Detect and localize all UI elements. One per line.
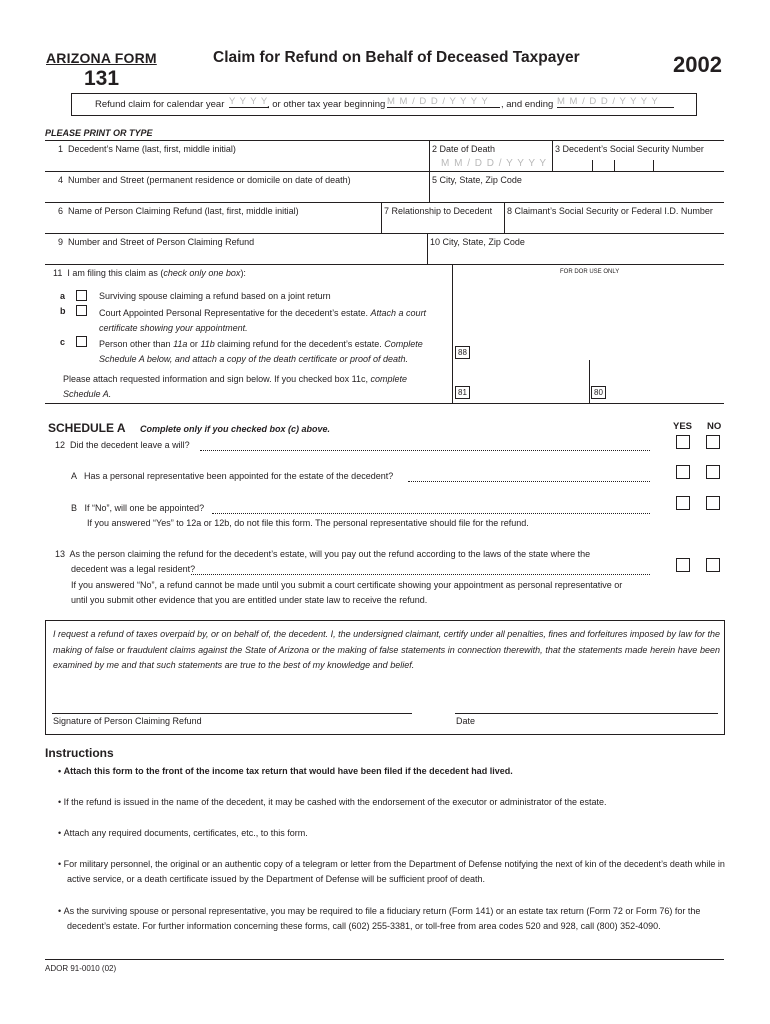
q13-yes-checkbox[interactable] bbox=[676, 558, 690, 572]
option-b-letter: b bbox=[60, 306, 66, 316]
instructions-title: Instructions bbox=[45, 746, 114, 760]
yes-header: YES bbox=[673, 421, 693, 432]
end-date-input[interactable]: M M / D D / Y Y Y Y bbox=[557, 96, 674, 108]
q13-line2: decedent was a legal resident? bbox=[71, 564, 196, 574]
date-label: Date bbox=[456, 716, 476, 726]
instruction-item: • For military personnel, the original or an authentic copy of a telegram or letter from the Department of Defense notifying the next of kin of the decedent’s death while in active service, or a death certificate issued by the Department of Defense will be sufficient proof of death. bbox=[58, 859, 725, 884]
field-8-label: 8 Claimant’s Social Security or Federal I.D. Number bbox=[507, 206, 713, 216]
option-a-checkbox[interactable] bbox=[76, 290, 87, 301]
field-2-label: 2 Date of Death bbox=[432, 144, 496, 154]
qb-label: B If “No”, will one be appointed? bbox=[71, 503, 205, 513]
qb-no-checkbox[interactable] bbox=[706, 496, 720, 510]
field-1-label: 1 Decedent’s Name (last, first, middle initial) bbox=[58, 144, 236, 154]
other-year-label: , or other tax year beginning bbox=[267, 99, 386, 110]
form-title: Claim for Refund on Behalf of Deceased Taxpayer bbox=[213, 49, 580, 66]
schedule-a-title: SCHEDULE A bbox=[48, 421, 126, 435]
option-a-letter: a bbox=[60, 291, 66, 301]
date-of-death-input[interactable]: M M / D D / Y Y Y Y bbox=[441, 158, 548, 169]
option-c-text: Person other than 11a or 11b claiming refund for the decedent’s estate. Complete Schedule A below, and attach a copy of the death certificate or proof of death. bbox=[99, 339, 423, 364]
q12-yes-checkbox[interactable] bbox=[676, 435, 690, 449]
attach-note: Please attach requested information and sign below. If you checked box 11c, complete Schedule A. bbox=[63, 374, 408, 399]
field-5-label: 5 City, State, Zip Code bbox=[432, 175, 522, 185]
begin-date-input[interactable]: M M / D D / Y Y Y Y bbox=[387, 96, 500, 108]
qa-no-checkbox[interactable] bbox=[706, 465, 720, 479]
form-label: ARIZONA FORM bbox=[46, 50, 157, 66]
q12-no-checkbox[interactable] bbox=[706, 435, 720, 449]
dor-code-88: 88 bbox=[455, 346, 470, 359]
option-b-checkbox[interactable] bbox=[76, 305, 87, 316]
field-9-label: 9 Number and Street of Person Claiming Refund bbox=[58, 237, 255, 247]
print-label: PLEASE PRINT OR TYPE bbox=[45, 128, 153, 138]
form-number: 131 bbox=[84, 67, 120, 90]
footer-code: ADOR 91-0010 (02) bbox=[45, 964, 117, 973]
calendar-year-input[interactable]: Y Y Y Y bbox=[229, 96, 269, 107]
ending-label: , and ending bbox=[501, 99, 554, 110]
field-7-label: 7 Relationship to Decedent bbox=[384, 206, 493, 216]
tax-year: 2002 bbox=[673, 52, 722, 77]
q13-line3: If you answered “No”, a refund cannot be made until you submit a court certificate showing your appointment as personal representative or bbox=[71, 580, 623, 590]
instruction-item: • Attach this form to the front of the income tax return that would have been filed if the decedent had lived. bbox=[58, 766, 513, 776]
certification-text: I request a refund of taxes overpaid by, or on behalf of, the decedent. I, the undersigned claimant, certify under all penalties, fines and forfeitures imposed by law for the making of false or fraudulent claims against the State of Arizona or the making of false statements in connection therewith, that the statements made herein have been examined by me and that such statements are true to the best of my knowledge and belief. bbox=[53, 629, 720, 670]
no-header: NO bbox=[707, 421, 722, 432]
option-c-letter: c bbox=[60, 337, 66, 347]
schedule-a-subtitle: Complete only if you checked box (c) above. bbox=[140, 424, 331, 434]
field-11-label: 11 I am filing this claim as (check only one box): bbox=[53, 268, 246, 278]
qa-yes-checkbox[interactable] bbox=[676, 465, 690, 479]
field-10-label: 10 City, State, Zip Code bbox=[430, 237, 525, 247]
instruction-item: • If the refund is issued in the name of the decedent, it may be cashed with the endorsement of the executor or administrator of the estate. bbox=[58, 797, 607, 807]
option-c-checkbox[interactable] bbox=[76, 336, 87, 347]
field-4-label: 4 Number and Street (permanent residence or domicile on date of death) bbox=[58, 175, 351, 185]
option-a-text: Surviving spouse claiming a refund based on a joint return bbox=[99, 291, 331, 301]
q12-label: 12 Did the decedent leave a will? bbox=[55, 440, 190, 450]
q13-line1: 13 As the person claiming the refund for the decedent’s estate, will you pay out the refund according to the laws of the state where the bbox=[55, 549, 591, 559]
q13-line4: until you submit other evidence that you are entitled under state law to receive the refund. bbox=[71, 595, 428, 605]
qb-yes-checkbox[interactable] bbox=[676, 496, 690, 510]
field-3-label: 3 Decedent’s Social Security Number bbox=[555, 144, 704, 154]
option-b-text: Court Appointed Personal Representative for the decedent’s estate. Attach a court certificate showing your appointment. bbox=[99, 308, 427, 333]
q13-no-checkbox[interactable] bbox=[706, 558, 720, 572]
qa-label: A Has a personal representative been appointed for the estate of the decedent? bbox=[71, 471, 394, 481]
field-6-label: 6 Name of Person Claiming Refund (last, first, middle initial) bbox=[58, 206, 299, 216]
calendar-year-label: Refund claim for calendar year bbox=[95, 99, 225, 110]
instruction-item: • Attach any required documents, certificates, etc., to this form. bbox=[58, 828, 308, 838]
dor-code-80: 80 bbox=[591, 386, 606, 399]
dor-use-label: FOR DOR USE ONLY bbox=[560, 269, 620, 275]
dor-code-81: 81 bbox=[455, 386, 470, 399]
signature-label: Signature of Person Claiming Refund bbox=[53, 716, 202, 726]
qb-note: If you answered “Yes” to 12a or 12b, do not file this form. The personal representative should file for the refund. bbox=[87, 518, 529, 528]
instruction-item: • As the surviving spouse or personal representative, you may be required to file a fiduciary return (Form 141) or an estate tax return (Form 72 or Form 76) for the decedent’s estate. For further information concerning these forms, call (602) 255-3381, or toll-free from area codes 520 and 928, call (800) 352-4090. bbox=[58, 906, 701, 931]
